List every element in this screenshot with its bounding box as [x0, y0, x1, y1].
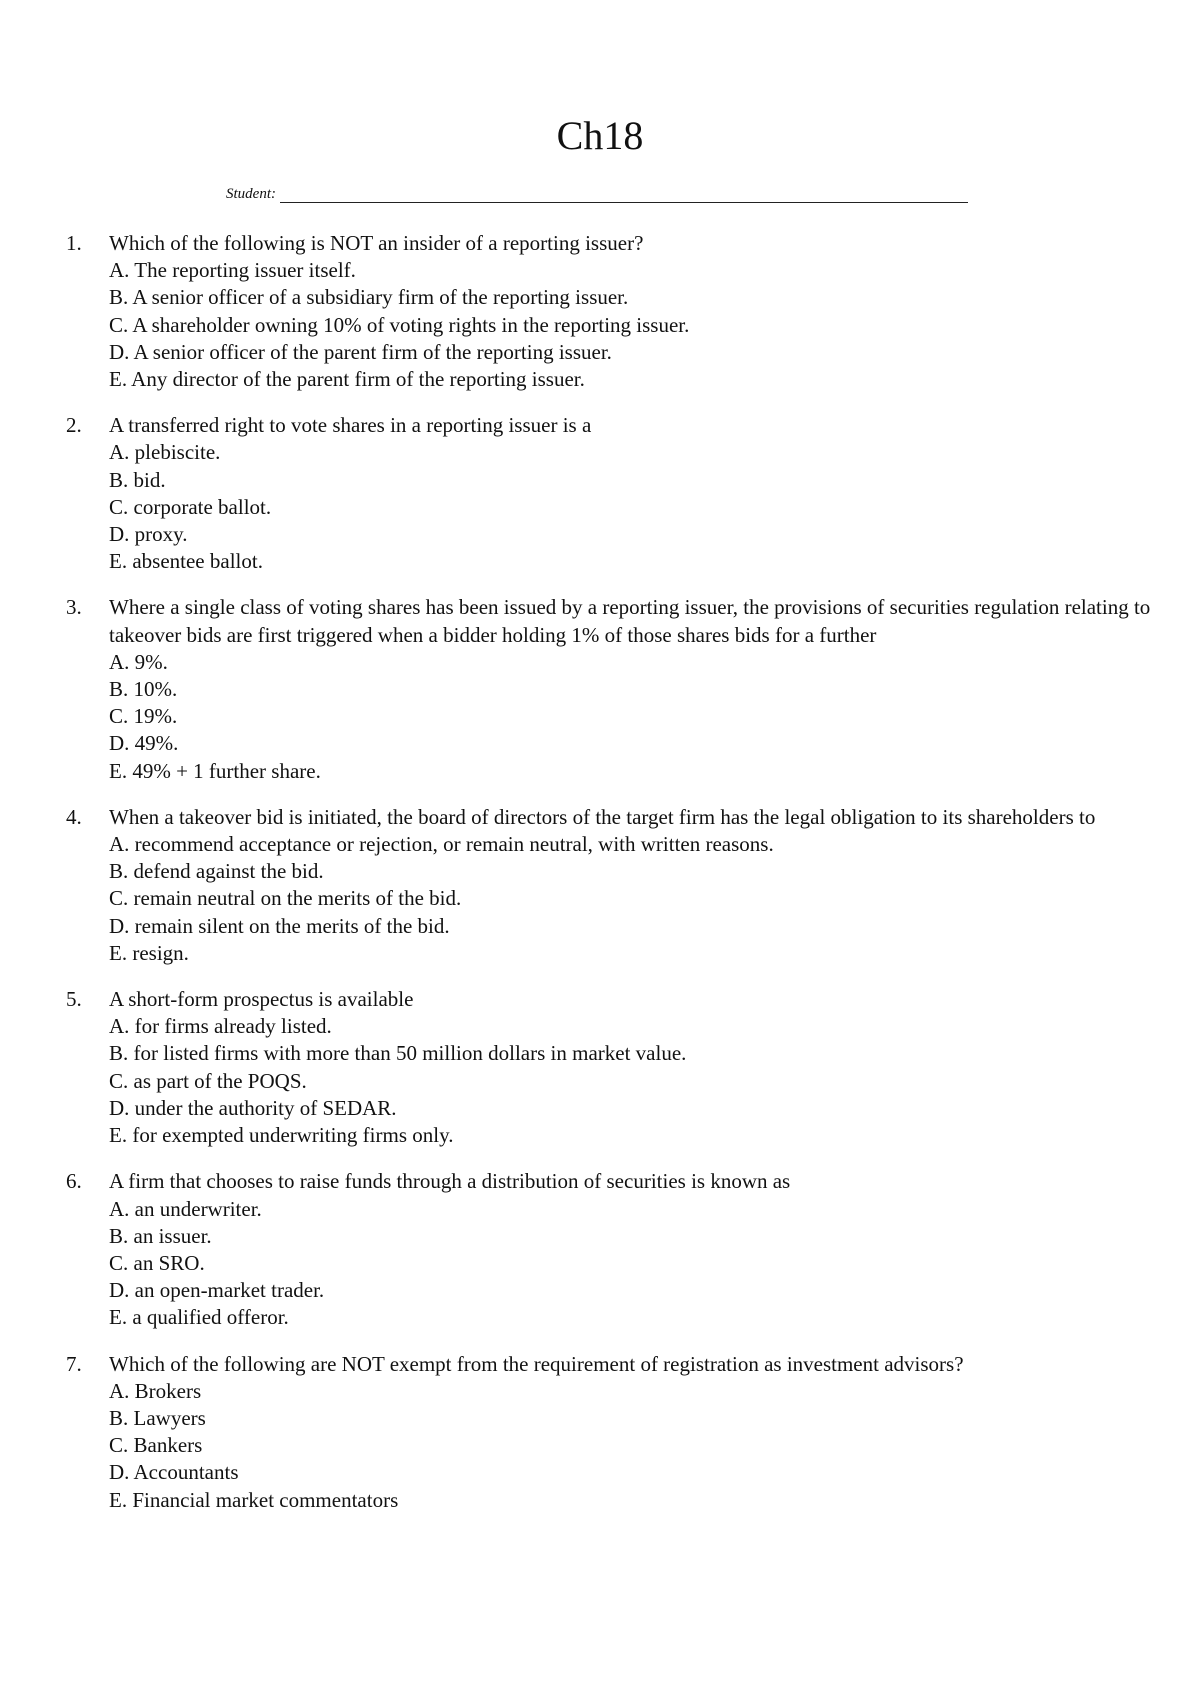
option-text: 49% + 1 further share. — [132, 758, 321, 783]
option-letter: B. — [109, 285, 129, 310]
question-number: 6. — [66, 1169, 82, 1194]
option-b — [109, 676, 1156, 703]
option-a — [109, 1378, 1156, 1405]
option-b — [109, 1405, 1156, 1432]
question-5 — [66, 986, 1156, 1149]
option-text: for listed firms with more than 50 million dollars in market value. — [133, 1041, 687, 1066]
option-text: Accountants — [133, 1460, 239, 1485]
option-text: proxy. — [134, 522, 188, 547]
option-text: plebiscite. — [134, 440, 221, 465]
option-list — [109, 1196, 1156, 1332]
option-b — [109, 467, 1156, 494]
option-text: Any director of the parent firm of the reporting issuer. — [131, 367, 585, 392]
page-title: Ch18 — [556, 113, 644, 158]
option-e — [109, 940, 1156, 967]
option-text: A senior officer of a subsidiary firm of the reporting issuer. — [132, 285, 629, 310]
question-1 — [66, 230, 1156, 393]
option-letter: C. — [109, 704, 129, 729]
question-stem: Which of the following are NOT exempt from the requirement of registration as investment advisors? — [109, 1351, 964, 1376]
option-text: Financial market commentators — [132, 1487, 399, 1512]
option-text: 19%. — [133, 704, 178, 729]
option-letter: C. — [109, 1433, 129, 1458]
option-letter: A. — [109, 1014, 130, 1039]
question-3 — [66, 594, 1156, 784]
option-list — [109, 649, 1156, 785]
option-letter: C. — [109, 494, 129, 519]
option-letter: B. — [109, 1405, 129, 1430]
option-letter: C. — [109, 312, 129, 337]
option-c — [109, 312, 1156, 339]
option-a — [109, 1013, 1156, 1040]
question-list — [66, 230, 1156, 1533]
option-text: Bankers — [133, 1433, 203, 1458]
option-letter: E. — [109, 367, 128, 392]
option-e — [109, 1122, 1156, 1149]
option-text: remain neutral on the merits of the bid. — [133, 886, 462, 911]
option-text: an open-market trader. — [134, 1278, 325, 1303]
option-c — [109, 1068, 1156, 1095]
option-letter: E. — [109, 549, 128, 574]
option-letter: A. — [109, 1196, 130, 1221]
question-7 — [66, 1351, 1156, 1514]
option-letter: B. — [109, 677, 129, 702]
option-e — [109, 548, 1156, 575]
question-number: 7. — [66, 1351, 82, 1376]
option-letter: E. — [109, 1487, 128, 1512]
option-text: an underwriter. — [134, 1196, 262, 1221]
option-letter: D. — [109, 731, 130, 756]
option-d — [109, 1459, 1156, 1486]
question-stem: A firm that chooses to raise funds through a distribution of securities is known as — [109, 1169, 791, 1194]
option-text: A senior officer of the parent firm of the reporting issuer. — [133, 339, 612, 364]
option-a — [109, 257, 1156, 284]
option-list — [109, 831, 1156, 967]
option-letter: B. — [109, 1223, 129, 1248]
option-a — [109, 439, 1156, 466]
question-4 — [66, 804, 1156, 967]
option-list — [109, 1378, 1156, 1514]
option-a — [109, 831, 1156, 858]
option-c — [109, 885, 1156, 912]
option-letter: E. — [109, 1123, 128, 1148]
option-b — [109, 858, 1156, 885]
option-list — [109, 257, 1156, 393]
option-letter: A. — [109, 440, 130, 465]
option-text: The reporting issuer itself. — [134, 258, 356, 283]
option-c — [109, 494, 1156, 521]
option-text: remain silent on the merits of the bid. — [134, 913, 450, 938]
option-text: Lawyers — [133, 1405, 206, 1430]
option-c — [109, 703, 1156, 730]
option-text: absentee ballot. — [132, 549, 263, 574]
option-a — [109, 1196, 1156, 1223]
question-stem: A transferred right to vote shares in a reporting issuer is a — [109, 413, 592, 438]
option-c — [109, 1432, 1156, 1459]
option-text: for firms already listed. — [134, 1014, 332, 1039]
option-b — [109, 1223, 1156, 1250]
option-text: resign. — [132, 940, 189, 965]
question-stem: When a takeover bid is initiated, the board of directors of the target firm has the legal obligation to its shareholders to — [109, 804, 1096, 829]
question-6 — [66, 1168, 1156, 1331]
option-a — [109, 649, 1156, 676]
option-d — [109, 730, 1156, 757]
question-2 — [66, 412, 1156, 575]
option-text: bid. — [133, 467, 166, 492]
option-text: A shareholder owning 10% of voting rights in the reporting issuer. — [132, 312, 690, 337]
option-letter: A. — [109, 649, 130, 674]
option-text: Brokers — [134, 1378, 202, 1403]
student-label: Student: — [226, 186, 276, 202]
option-letter: D. — [109, 913, 130, 938]
option-text: as part of the POQS. — [133, 1068, 307, 1093]
question-stem: Where a single class of voting shares has been issued by a reporting issuer, the provisions of securities regulation relating to takeover bids are first triggered when a bidder holding 1% of those shares bids for a further — [109, 595, 1151, 647]
option-letter: B. — [109, 859, 129, 884]
option-d — [109, 339, 1156, 366]
option-letter: D. — [109, 339, 130, 364]
question-stem: A short-form prospectus is available — [109, 987, 414, 1012]
option-letter: A. — [109, 832, 130, 857]
question-number: 1. — [66, 231, 82, 255]
option-letter: E. — [109, 940, 128, 965]
option-letter: C. — [109, 1250, 129, 1275]
question-number: 5. — [66, 987, 82, 1012]
option-e — [109, 1487, 1156, 1514]
option-letter: D. — [109, 1460, 130, 1485]
option-text: 10%. — [133, 677, 178, 702]
option-letter: E. — [109, 1305, 128, 1330]
question-stem: Which of the following is NOT an insider of a reporting issuer? — [109, 231, 644, 255]
option-letter: B. — [109, 467, 129, 492]
option-e — [109, 758, 1156, 785]
option-b — [109, 284, 1156, 311]
option-letter: A. — [109, 1378, 130, 1403]
option-text: defend against the bid. — [133, 859, 324, 884]
option-text: 49%. — [134, 731, 179, 756]
option-d — [109, 521, 1156, 548]
option-letter: E. — [109, 758, 128, 783]
option-d — [109, 1095, 1156, 1122]
option-letter: A. — [109, 258, 130, 283]
student-name-field — [226, 186, 968, 203]
option-d — [109, 1277, 1156, 1304]
option-letter: C. — [109, 1068, 129, 1093]
option-letter: D. — [109, 522, 130, 547]
option-text: corporate ballot. — [133, 494, 272, 519]
option-text: 9%. — [134, 649, 168, 674]
student-name-line — [280, 186, 968, 203]
option-text: under the authority of SEDAR. — [134, 1095, 397, 1120]
option-d — [109, 913, 1156, 940]
option-text: for exempted underwriting firms only. — [132, 1123, 454, 1148]
option-letter: B. — [109, 1041, 129, 1066]
option-e — [109, 366, 1156, 393]
option-e — [109, 1304, 1156, 1331]
option-text: a qualified offeror. — [132, 1305, 289, 1330]
option-letter: D. — [109, 1278, 130, 1303]
option-letter: C. — [109, 886, 129, 911]
option-letter: D. — [109, 1095, 130, 1120]
option-list — [109, 1013, 1156, 1149]
option-text: an SRO. — [133, 1250, 205, 1275]
option-b — [109, 1040, 1156, 1067]
question-number: 3. — [66, 595, 82, 620]
option-list — [109, 439, 1156, 575]
option-text: recommend acceptance or rejection, or remain neutral, with written reasons. — [134, 832, 774, 857]
option-c — [109, 1250, 1156, 1277]
option-text: an issuer. — [133, 1223, 212, 1248]
question-number: 2. — [66, 413, 82, 438]
question-number: 4. — [66, 804, 82, 829]
